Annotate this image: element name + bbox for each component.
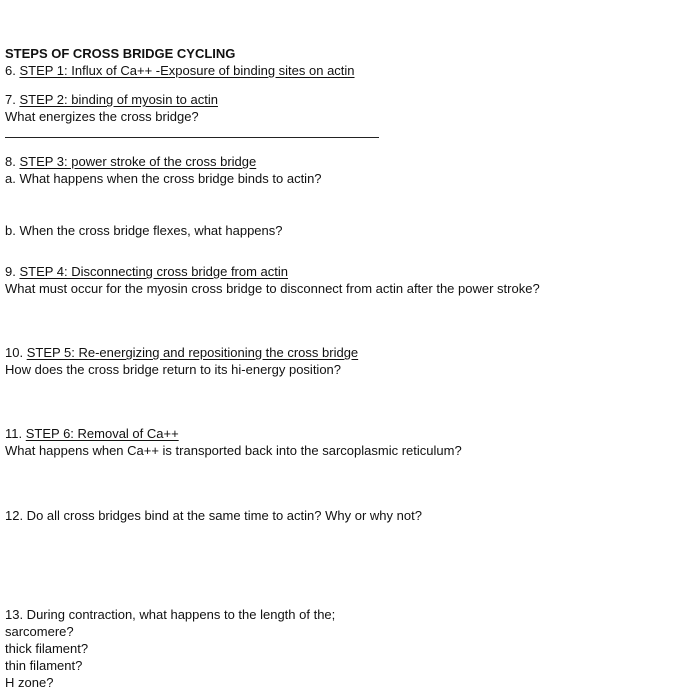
item-number: 10. xyxy=(5,345,24,360)
item-number: 11. xyxy=(5,426,23,441)
item-number: 7. xyxy=(5,92,16,107)
worksheet-title: STEPS OF CROSS BRIDGE CYCLING xyxy=(5,46,236,61)
sub-question: thin filament? xyxy=(5,658,83,673)
step-heading: STEP 2: binding of myosin to actin xyxy=(19,92,218,107)
item-9 xyxy=(5,263,288,280)
item-6 xyxy=(5,62,355,79)
item-7 xyxy=(5,91,218,108)
item-number: 9. xyxy=(5,264,16,279)
step-heading: STEP 3: power stroke of the cross bridge xyxy=(19,154,257,169)
question-text: b. When the cross bridge flexes, what happens? xyxy=(5,223,283,238)
step-heading: STEP 1: Influx of Ca++ -Exposure of binding sites on actin xyxy=(19,63,355,78)
sub-question: thick filament? xyxy=(5,641,89,656)
question-text: a. What happens when the cross bridge binds to actin? xyxy=(5,171,322,186)
item-11 xyxy=(5,425,179,442)
question-text: What must occur for the myosin cross bridge to disconnect from actin after the power stroke? xyxy=(5,281,540,296)
step-heading: STEP 5: Re-energizing and repositioning the cross bridge xyxy=(26,345,359,360)
step-heading: STEP 4: Disconnecting cross bridge from actin xyxy=(19,264,289,279)
item-number: 6. xyxy=(5,63,16,78)
step-heading: STEP 6: Removal of Ca++ xyxy=(25,426,179,441)
sub-question: H zone? xyxy=(5,675,54,690)
item-10 xyxy=(5,344,358,361)
question-text: What energizes the cross bridge? xyxy=(5,109,199,124)
question-text: 13. During contraction, what happens to the length of the; xyxy=(5,607,336,622)
answer-line xyxy=(5,137,379,138)
question-text: 12. Do all cross bridges bind at the same time to actin? Why or why not? xyxy=(5,508,422,523)
sub-question: sarcomere? xyxy=(5,624,74,639)
question-text: How does the cross bridge return to its hi-energy position? xyxy=(5,362,342,377)
item-number: 8. xyxy=(5,154,16,169)
question-text: What happens when Ca++ is transported back into the sarcoplasmic reticulum? xyxy=(5,443,462,458)
item-8 xyxy=(5,153,256,170)
